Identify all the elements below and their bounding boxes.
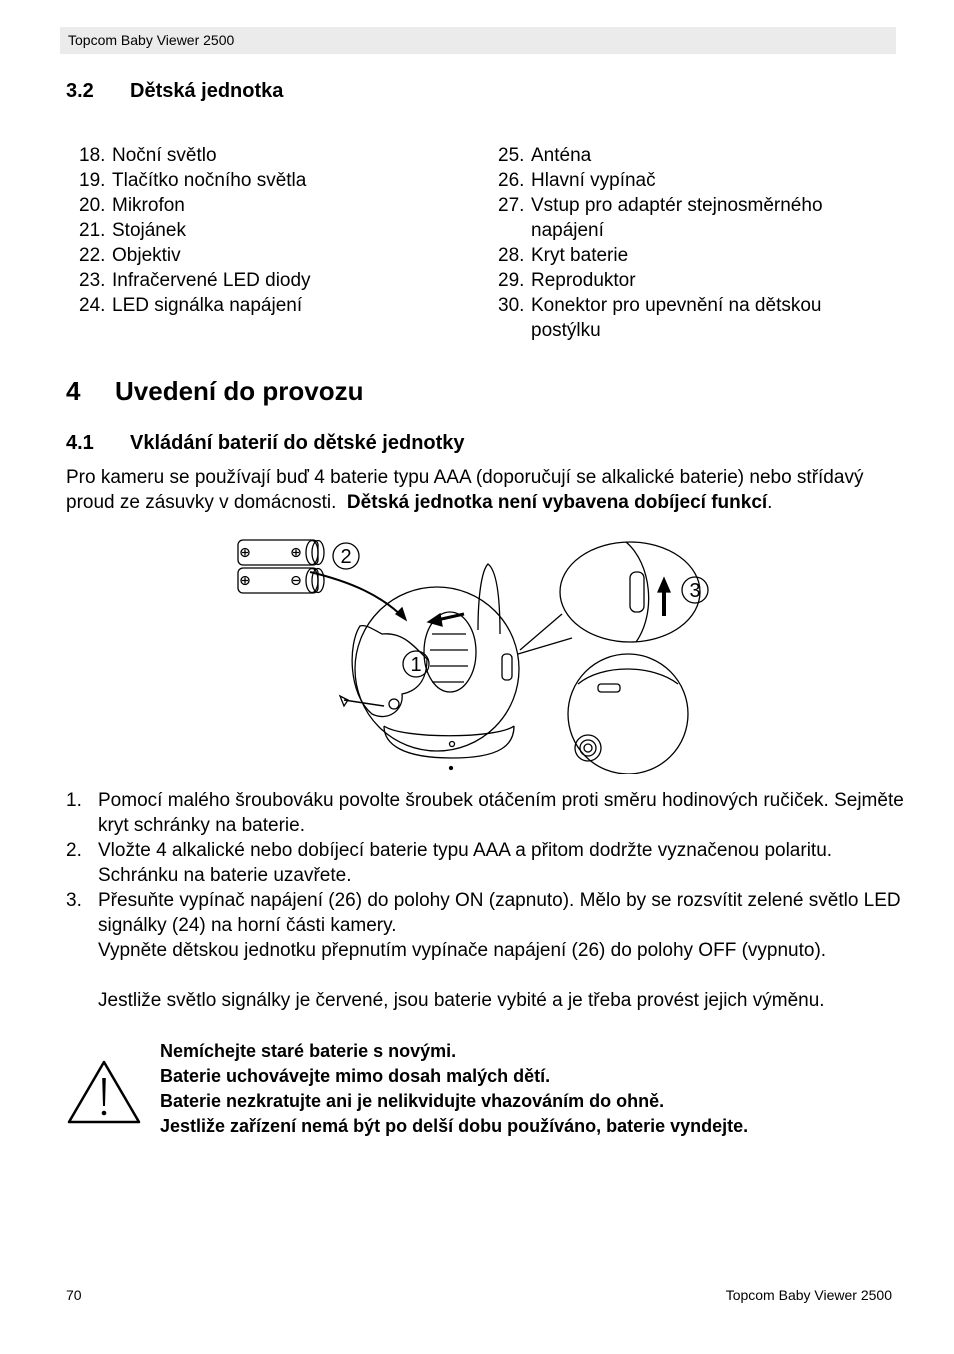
step-number: 2. xyxy=(66,840,82,861)
figure-label-2: 2 xyxy=(340,546,352,568)
list-item: 18. Noční světlo xyxy=(79,145,217,166)
list-item: 19. Tlačítko nočního světla xyxy=(79,170,307,191)
list-item: 25. Anténa xyxy=(498,145,592,166)
header-title: Topcom Baby Viewer 2500 xyxy=(68,32,235,48)
list-item: 28. Kryt baterie xyxy=(498,245,629,266)
page-number: 70 xyxy=(66,1287,82,1303)
battery-warnings xyxy=(160,1039,748,1139)
figure-label-3: 3 xyxy=(689,580,701,602)
warning-line: Jestliže zařízení nemá být po delší dobu používáno, baterie vyndejte. xyxy=(160,1116,749,1136)
section-4-1-heading xyxy=(66,432,465,455)
footer-title: Topcom Baby Viewer 2500 xyxy=(725,1287,892,1303)
list-item: 30. Konektor pro upevnění na dětskou postýlku xyxy=(498,295,822,341)
step-text: Vložte 4 alkalické nebo dobíjecí baterie typu AAA a přitom dodržte vyznačenou polaritu. Schránku na baterie uzavřete. xyxy=(98,840,833,886)
list-item: 29. Reproduktor xyxy=(498,270,636,291)
step-3-battery-note: Jestliže světlo signálky je červené, jsou baterie vybité a je třeba provést jejich výměnu. xyxy=(98,990,825,1011)
section-4-heading xyxy=(66,376,363,407)
batteries-icon xyxy=(238,540,324,593)
list-item xyxy=(66,888,906,938)
list-item: 21. Stojánek xyxy=(79,220,186,241)
section-3-2-heading xyxy=(66,80,283,103)
installation-steps xyxy=(66,788,906,1013)
warning-triangle-icon xyxy=(66,1058,142,1126)
section-title: Vkládání baterií do dětské jednotky xyxy=(130,432,465,454)
list-item: 23. Infračervené LED diody xyxy=(79,270,311,291)
figure-label-1: 1 xyxy=(410,654,422,676)
section-title: Dětská jednotka xyxy=(130,80,284,102)
list-item: 24. LED signálka napájení xyxy=(79,295,303,316)
section-number: 4 xyxy=(66,376,81,406)
section-title: Uvedení do provozu xyxy=(115,376,364,406)
page-header xyxy=(60,27,896,54)
parts-list-left xyxy=(79,143,479,318)
step-3-note: Vypněte dětskou jednotku přepnutím vypínače napájení (26) do polohy OFF (vypnuto). xyxy=(98,940,827,961)
battery-installation-illustration xyxy=(232,534,762,774)
list-item xyxy=(66,838,906,888)
intro-paragraph: Pro kameru se používají buď 4 baterie typu AAA (doporučují se alkalické baterie) nebo střídavý proud ze zásuvky v domácnosti. Dětská jednotka není vybavena dobíjecí funkcí. xyxy=(66,467,864,513)
step-number: 3. xyxy=(66,890,82,911)
list-item: 22. Objektiv xyxy=(79,245,181,266)
list-item: 20. Mikrofon xyxy=(79,195,185,216)
parts-list-right xyxy=(498,143,858,343)
warning-line: Nemíchejte staré baterie s novými. xyxy=(160,1041,457,1061)
warning-line: Baterie uchovávejte mimo dosah malých dětí. xyxy=(160,1066,551,1086)
warning-line: Baterie nezkratujte ani je nelikvidujte vhazováním do ohně. xyxy=(160,1091,665,1111)
section-number: 4.1 xyxy=(66,432,94,454)
section-number: 3.2 xyxy=(66,80,94,102)
list-item: 26. Hlavní vypínač xyxy=(498,170,656,191)
list-item xyxy=(66,788,906,838)
step-number: 1. xyxy=(66,790,82,811)
step-text: Přesuňte vypínač napájení (26) do polohy ON (zapnuto). Mělo by se rozsvítit zelené světlo LED signálky (24) na horní části kamery. xyxy=(98,890,901,936)
list-item: 27. Vstup pro adaptér stejnosměrného napájení xyxy=(498,195,823,241)
intro-bold-text: Dětská jednotka není vybavena dobíjecí funkcí xyxy=(346,492,768,513)
intro-text: Pro kameru se používají buď 4 baterie typu AAA (doporučují se alkalické baterie) nebo střídavý proud ze zásuvky v domácnosti. xyxy=(66,467,864,513)
step-text: Pomocí malého šroubováku povolte šroubek otáčením proti směru hodinových ručiček. Sejměte kryt schránky na baterie. xyxy=(98,790,904,836)
